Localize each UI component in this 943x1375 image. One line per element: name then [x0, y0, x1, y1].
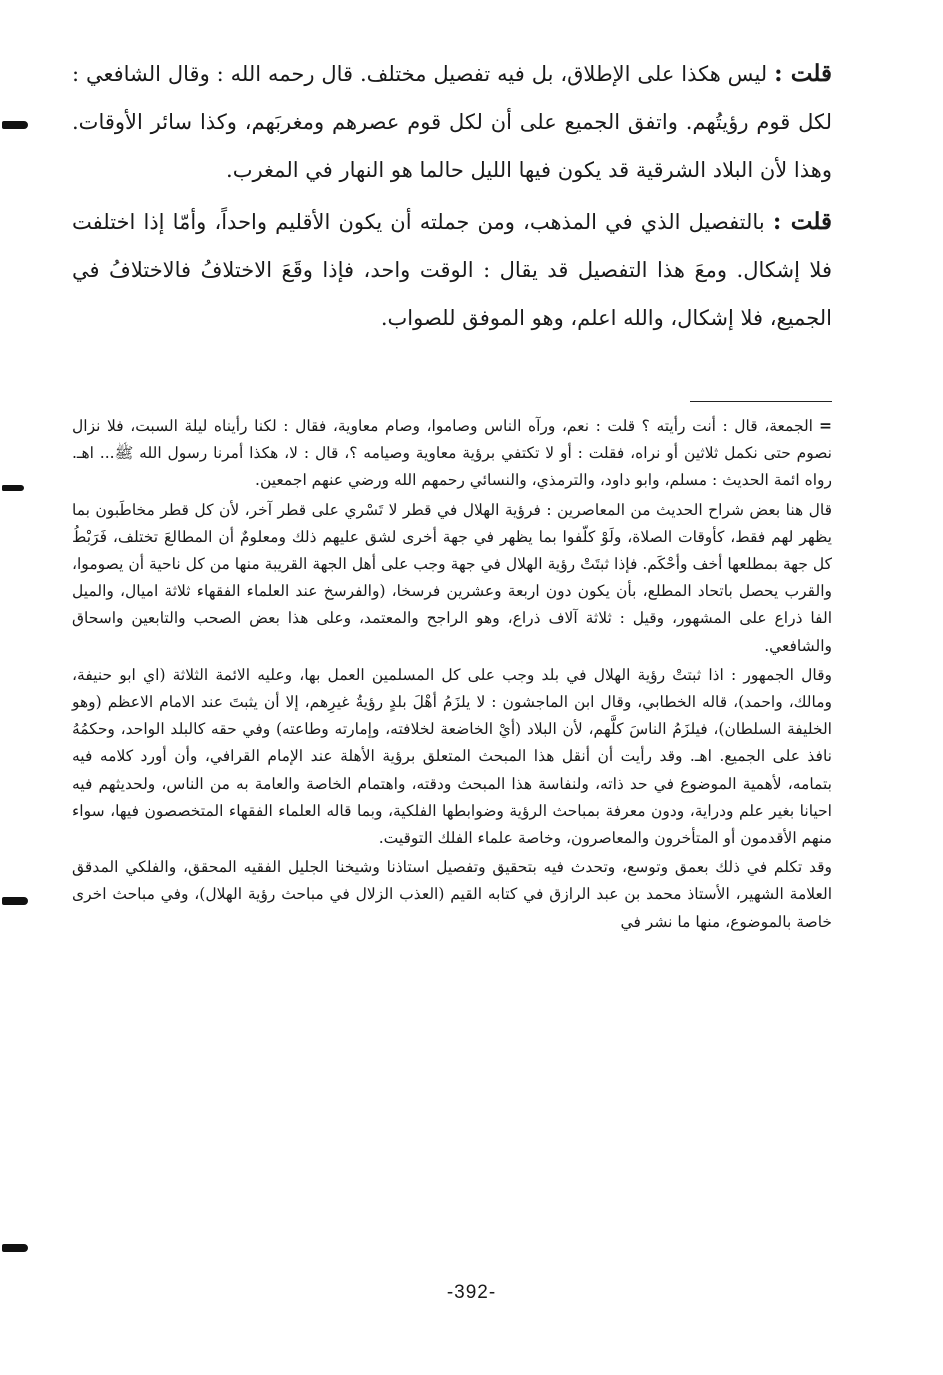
paragraph-text: ليس هكذا على الإطلاق، بل فيه تفصيل مختلف. قال رحمه الله : وقال الشافعي : لكل قوم رؤيتُهم. واتفق الجميع على أن لكل قوم عصرهم ومغربَهم، وكذا سائر الأوقات. وهذا لأن البلاد الشرقية قد يكون فيها الليل حالما هو النهار في المغرب.	[72, 62, 832, 182]
footnote-paragraph: وقد تكلم في ذلك بعمق وتوسع، وتحدث فيه بتحقيق وتفصيل استاذنا وشيخنا الجليل الفقيه المحقق، والفلكي المدقق العلامة الشهير، الأستاذ محمد بن عبد الرازق في كتابه القيم (العذب الزلال في مباحث رؤية الهلال)، وفي مباحث اخرى خاصة بالموضوع، منها ما نشر في	[72, 858, 832, 931]
margin-mark	[2, 1244, 28, 1252]
paragraph-text: بالتفصيل الذي في المذهب، ومن جملته أن يكون الأقليم واحداً، وأمّا إذا اختلفت فلا إشكال. ومعَ هذا التفصيل قد يقال : الوقت واحد، فإذا وقَعَ الاختلافُ فالاختلافُ في الجميع، فلا إشكال، والله اعلم، وهو الموفق للصواب.	[72, 210, 832, 330]
main-paragraph-2	[72, 198, 832, 342]
margin-mark	[2, 897, 28, 905]
footnote-paragraph: قال هنا بعض شراح الحديث من المعاصرين : فرؤية الهلال في قطر لا تَسْري على قطر آخر، لأن كل قطر مخاطَبون بما يظهر لهم فقط، كأوقات الصلاة، ولَوْ كلّفوا بما يظهر في جهة أخرى لشق عليهم ذلك ومعلومٌ أن المطالعَ تختلف، فَرَبْطُ كل جهة بمطلعها أخف وأحْكَم. فإذا ثبتَتْ رؤية الهلال في جهة وجب على أهل الجهة القريبة منها من كل ناحية أن يصوموا، والقرب يحصل باتحاد المطلع، بأن يكون دون اربعة وعشرين فرسخا، (والفرسخ عند العلماء الفقهاء ثلاثة اميال، والميل الفا ذراع على المشهور، وقيل : ثلاثة آلاف ذراع، وهو الراجح والمعتمد، وعلى هذا بعض الصحب والتابعين واسحاق والشافعي.	[72, 500, 832, 655]
footnote-paragraph	[72, 412, 832, 495]
footnote-text: الجمعة، قال : أنت رأيته ؟ قلت : نعم، ورآه الناس وصاموا، وصام معاوية، فقال : لكنا رأيناه ليلة السبت، فلا نزال نصوم حتى نكمل ثلاثين أو نراه، فقلت : أو لا تكتفي برؤية معاوية وصيامه ؟، قال : لا، هكذا أمرنا رسول الله ﷺ... اهـ. رواه ائمة الحديث : مسلم، وابو داود، والترمذي، والنسائي رحمهم الله ورضي عنهم اجمعين.	[72, 417, 832, 490]
footnotes	[72, 412, 832, 936]
paragraph-lead: قلت :	[772, 208, 832, 235]
margin-mark	[2, 485, 24, 491]
page-number: -392-	[446, 1282, 497, 1303]
footnote-divider	[690, 401, 832, 402]
continuation-mark: =	[819, 416, 832, 435]
main-text	[72, 50, 832, 342]
footnote-paragraph: وقال الجمهور : اذا ثبتتْ رؤية الهلال في بلد وجب على كل المسلمين العمل بها، وعليه الائمة الثلاثة (اي ابو حنيفة، ومالك، واحمد)، قاله الخطابي، وقال ابن الماجشون : لا يلزَمُ أهْلَ بلدٍ رؤيةُ غيرِهم، إلا أن يثبتَ عند الامام الاعظم (وهو الخليفة السلطان)، فيلزَمُ الناسَ كلَّهم، لأن البلاد (أيْ الخاضعة لخلافته، وإمارته وطاعته) وفي حقه كالبلد الواحد، وحكمُهُ نافذ على الجميع. اهـ. وقد رأيت أن أنقل هذا المبحث المتعلق برؤية الأهلة عند الإمام القرافي، وأن أورد كلامه فيه بتمامه، لأهمية الموضوع في حد ذاته، ولنفاسة هذا المبحث ودقته، واهتمام الخاصة والعامة به من الناس، ولحديثهم فيه احيانا بغير علم ودراية، ودون معرفة بمباحث الرؤية وضوابطها الفلكية، وبما قاله العلماء الفقهاء المتخصصون فيها، سواء منهم الأقدمون أو المتأخرون والمعاصرون، وخاصة علماء الفلك التوقيت.	[72, 665, 832, 848]
margin-mark	[2, 121, 28, 129]
paragraph-lead: قلت :	[774, 60, 832, 87]
main-paragraph-1	[72, 50, 832, 194]
